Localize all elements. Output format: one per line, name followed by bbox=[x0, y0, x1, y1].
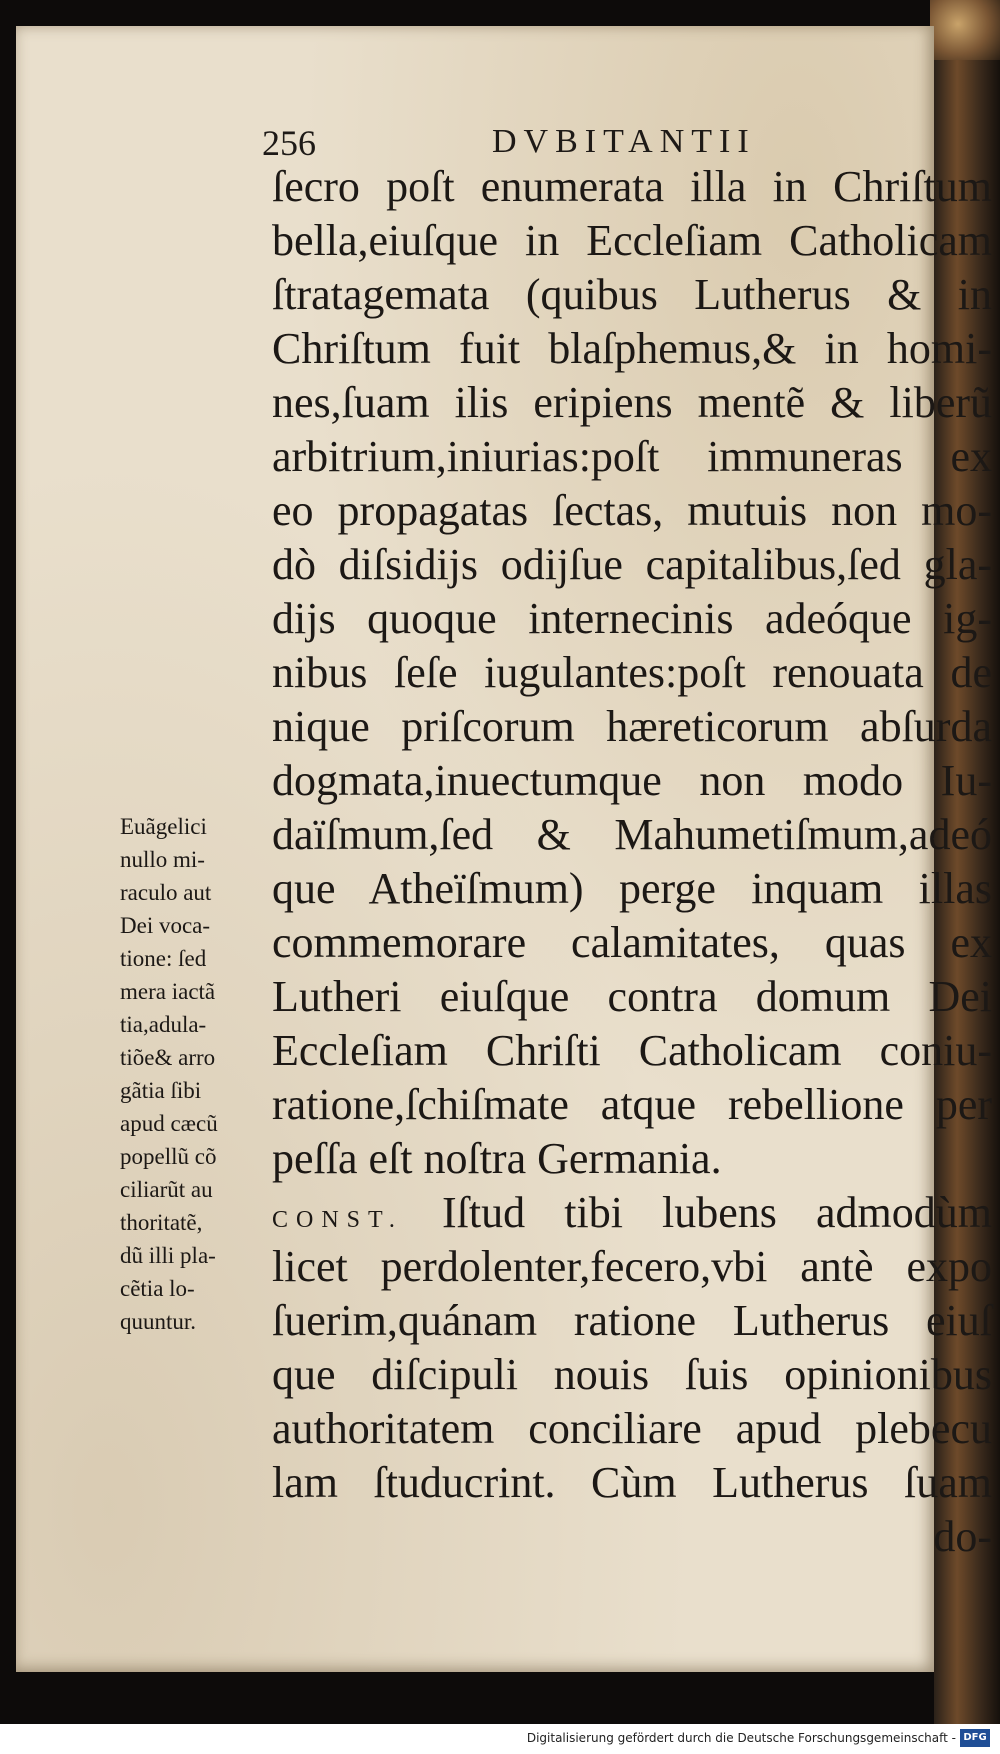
text-line: dò diſsidijs odijſue capitalibus,ſed gla- bbox=[272, 540, 992, 589]
text-line: arbitrium,iniurias:poſt immuneras ex bbox=[272, 432, 992, 481]
text-line: nibus ſeſe iugulantes:poſt renouata de bbox=[272, 648, 992, 697]
running-title: DVBITANTII bbox=[492, 123, 756, 160]
text-line: lam ſtuducrint. Cùm Lutherus ſuam bbox=[272, 1458, 992, 1507]
marginal-line: cẽtia lo- bbox=[120, 1276, 195, 1301]
dfg-logo: DFG bbox=[960, 1729, 990, 1747]
text-line: dogmata,inuectumque non modo Iu- bbox=[272, 756, 992, 805]
marginal-line: nullo mi- bbox=[120, 847, 205, 872]
marginal-line: tia,adula- bbox=[120, 1012, 207, 1037]
text-line: Lutheri eiuſque contra domum Dei bbox=[272, 972, 992, 1021]
catchword: do- bbox=[933, 1512, 992, 1561]
marginal-line: ciliarũt au bbox=[120, 1177, 213, 1202]
marginal-line: raculo aut bbox=[120, 880, 212, 905]
marginal-line: dũ illi pla- bbox=[120, 1243, 216, 1268]
marginal-note bbox=[120, 810, 280, 1338]
text-line: nique priſcorum hæreticorum abſurda bbox=[272, 702, 992, 751]
text-line: ſecro poſt enumerata illa in Chriſtum bbox=[272, 162, 992, 211]
book-clasp bbox=[930, 0, 1000, 60]
speaker-label: CONST. bbox=[272, 1207, 403, 1233]
marginal-line: quuntur. bbox=[120, 1309, 197, 1334]
text-line: ſuerim,quánam ratione Lutherus eiuſ bbox=[272, 1296, 992, 1345]
text-line: daïſmum,ſed & Mahumetiſmum,adeó bbox=[272, 810, 992, 859]
digitization-credit: Digitalisierung gefördert durch die Deutsche Forschungsgemeinschaft - bbox=[526, 1731, 956, 1745]
text-line: peſſa eſt noſtra Germania. bbox=[272, 1134, 722, 1183]
text-line: nes,ſuam ilis eripiens mentẽ & liberũ bbox=[272, 378, 992, 427]
main-text-block bbox=[272, 160, 992, 1564]
text-line: eo propagatas ſectas, mutuis non mo- bbox=[272, 486, 992, 535]
text-line: que Atheïſmum) perge inquam illas bbox=[272, 864, 992, 913]
text-line: Iſtud tibi lubens admodùm bbox=[442, 1188, 993, 1237]
text-line: que diſcipuli nouis ſuis opinionibus bbox=[272, 1350, 992, 1399]
text-line: Chriſtum fuit blaſphemus,& in homi- bbox=[272, 324, 992, 373]
text-line: dijs quoque internecinis adeóque ig- bbox=[272, 594, 992, 643]
page-number: 256 bbox=[262, 123, 316, 163]
marginal-line: tione: ſed bbox=[120, 946, 207, 971]
text-line: Eccleſiam Chriſti Catholicam coniu- bbox=[272, 1026, 992, 1075]
marginal-line: mera iactã bbox=[120, 979, 216, 1004]
marginal-line: apud cæcũ bbox=[120, 1111, 218, 1136]
speech-first-line bbox=[272, 1186, 992, 1240]
marginal-line: Dei voca- bbox=[120, 913, 211, 938]
text-line: licet perdolenter,fecero,vbi antè expo bbox=[272, 1242, 992, 1291]
text-line: commemorare calamitates, quas ex bbox=[272, 918, 992, 967]
text-line: ſtratagemata (quibus Lutherus & in bbox=[272, 270, 992, 319]
marginal-line: thoritatẽ, bbox=[120, 1210, 203, 1235]
text-line: ratione,ſchiſmate atque rebellione per bbox=[272, 1080, 992, 1129]
text-line: bella,eiuſque in Eccleſiam Catholicam bbox=[272, 216, 992, 265]
marginal-line: Euãgelici bbox=[120, 814, 207, 839]
marginal-line: popellũ cõ bbox=[120, 1144, 217, 1169]
marginal-line: tiõe& arro bbox=[120, 1045, 216, 1070]
marginal-line: gãtia ſibi bbox=[120, 1078, 202, 1103]
text-line: authoritatem conciliare apud plebecu bbox=[272, 1404, 992, 1453]
